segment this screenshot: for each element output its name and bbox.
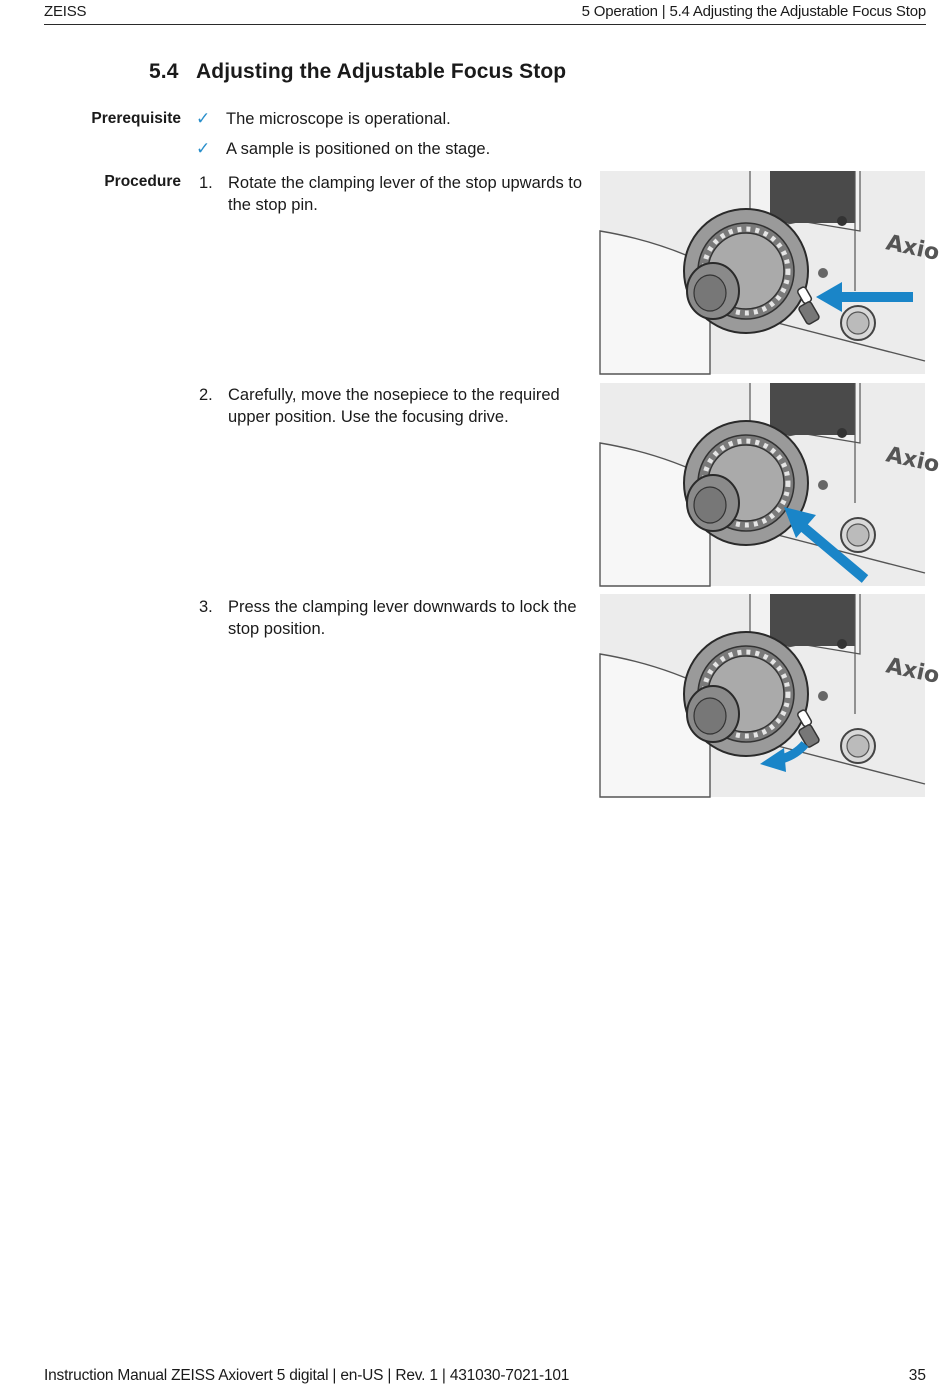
section-heading (149, 60, 566, 84)
step-number: 3. (199, 598, 213, 616)
running-header-right: 5 Operation | 5.4 Adjusting the Adjustable Focus Stop (581, 3, 926, 20)
step-text: Carefully, move the nosepiece to the required upper position. Use the focusing drive. (228, 386, 560, 426)
procedure-step-2 (199, 384, 589, 428)
step-number: 1. (199, 174, 213, 192)
brand-label: Axio (883, 653, 942, 690)
procedure-label: Procedure (104, 173, 181, 190)
step-text: Press the clamping lever downwards to lock the stop position. (228, 598, 577, 638)
brand-label: Axio (883, 230, 942, 267)
procedure-step-3 (199, 596, 589, 640)
running-header-left: ZEISS (44, 3, 87, 20)
footer-document-info: Instruction Manual ZEISS Axiovert 5 digital | en-US | Rev. 1 | 431030-7021-101 (44, 1367, 570, 1384)
prerequisite-text: A sample is positioned on the stage. (226, 140, 491, 158)
step-text: Rotate the clamping lever of the stop upwards to the stop pin. (228, 174, 583, 214)
figure-step-1-illustration (600, 171, 942, 374)
section-number: 5.4 (149, 60, 179, 83)
page-number: 35 (908, 1367, 926, 1384)
prerequisite-item (196, 109, 451, 129)
prerequisite-label: Prerequisite (91, 110, 181, 127)
step-number: 2. (199, 386, 213, 404)
checkmark-icon: ✓ (196, 139, 211, 158)
focus-knob (684, 209, 808, 333)
brand-label: Axio (883, 442, 942, 479)
header-divider (44, 24, 926, 25)
focus-knob (684, 421, 808, 545)
procedure-step-1 (199, 172, 589, 216)
figure-step-3-illustration (600, 594, 942, 797)
prerequisite-item (196, 139, 490, 159)
section-title: Adjusting the Adjustable Focus Stop (196, 60, 567, 83)
figure-step-2-illustration (600, 383, 942, 586)
checkmark-icon: ✓ (196, 109, 211, 128)
focus-knob (684, 632, 808, 756)
prerequisite-text: The microscope is operational. (226, 110, 451, 128)
